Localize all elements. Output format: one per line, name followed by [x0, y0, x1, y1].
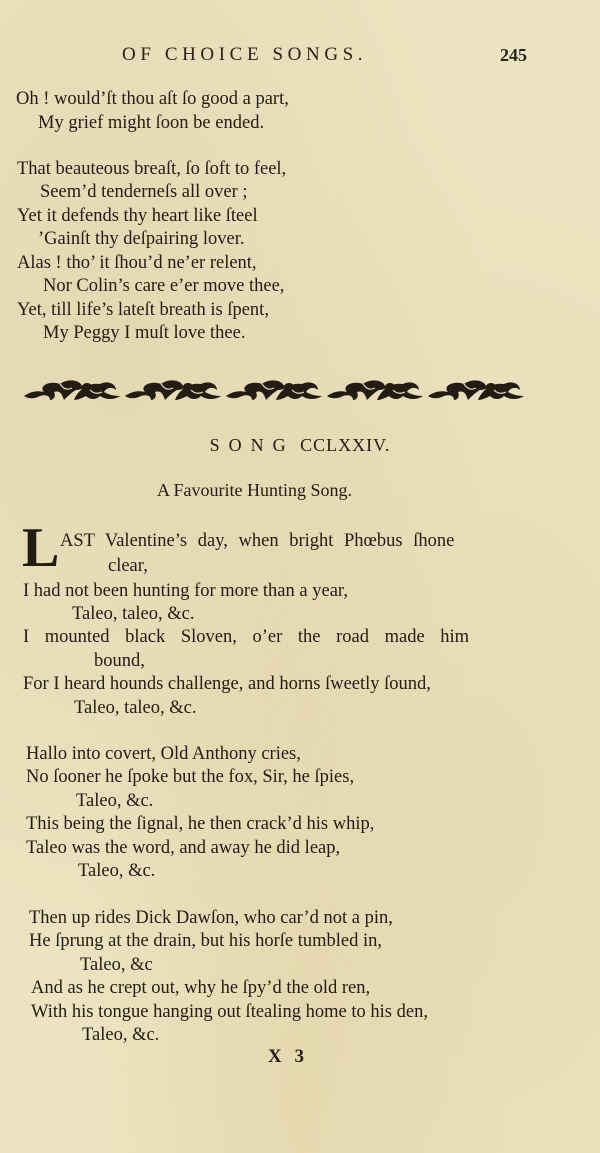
verse-line: Seem’d tenderneſs all over ;: [40, 182, 248, 202]
verse-line: [60, 530, 545, 552]
song-label: SONG: [209, 435, 295, 455]
verse-line: With his tongue hanging out ſtealing home to his den,: [31, 1002, 428, 1022]
song-number-heading: [0, 435, 600, 456]
verse-line: My grief might ſoon be ended.: [38, 113, 265, 133]
verse-line: That beauteous breaſt, ſo ſoft to feel,: [17, 159, 287, 179]
verse-line: My Peggy I muſt love thee.: [43, 323, 246, 343]
refrain-line: Taleo, &c: [80, 955, 153, 975]
verse-line: Yet, till life’s lateſt breath is ſpent,: [17, 300, 269, 320]
running-head: [0, 44, 600, 74]
verse-line: Then up rides Dick Dawſon, who car’d not a pin,: [29, 908, 393, 928]
running-title: OF CHOICE SONGS.: [122, 44, 368, 65]
song-roman-numeral: CCLXXIV.: [300, 435, 391, 455]
verse-line: Alas ! tho’ it ſhou’d ne’er relent,: [17, 253, 257, 273]
page-number: 245: [500, 45, 527, 65]
verse-line: Yet it defends thy heart like ſteel: [17, 206, 258, 226]
verse-line: This being the ſignal, he then crack’d his whip,: [26, 814, 375, 834]
verse-line-runover: clear,: [108, 556, 148, 576]
verse-line: Nor Colin’s care e’er move thee,: [43, 276, 285, 296]
verse-line: ’Gainſt thy deſpairing lover.: [38, 229, 245, 249]
drop-cap: L: [22, 517, 60, 579]
verse-line: Oh ! would’ſt thou aſt ſo good a part,: [16, 89, 289, 109]
verse-line-text: AST Valentine’s day, when bright Phœbus ſhone: [60, 531, 455, 551]
verse-line-runover: bound,: [94, 651, 145, 671]
verse-line: For I heard hounds challenge, and horns ſweetly ſound,: [23, 674, 431, 694]
song-subtitle: A Favourite Hunting Song.: [157, 480, 353, 500]
verse-line: No ſooner he ſpoke but the fox, Sir, he ſpies,: [26, 767, 355, 787]
verse-line: I had not been hunting for more than a year,: [23, 581, 348, 601]
verse-line: Hallo into covert, Old Anthony cries,: [26, 744, 301, 764]
refrain-line: Taleo, &c.: [82, 1025, 160, 1045]
refrain-line: Taleo, &c.: [78, 861, 156, 881]
verse-line: He ſprung at the drain, but his horſe tumbled in,: [29, 931, 382, 951]
refrain-line: Taleo, taleo, &c.: [74, 698, 197, 718]
signature-mark: X 3: [268, 1046, 308, 1067]
refrain-line: Taleo, taleo, &c.: [72, 604, 195, 624]
printers-flourish-ornament-icon: [20, 370, 535, 402]
refrain-line: Taleo, &c.: [76, 791, 154, 811]
verse-line: I mounted black Sloven, o’er the road made him: [23, 627, 470, 647]
verse-line: And as he crept out, why he ſpy’d the old ren,: [31, 978, 371, 998]
verse-line: Taleo was the word, and away he did leap,: [26, 838, 341, 858]
